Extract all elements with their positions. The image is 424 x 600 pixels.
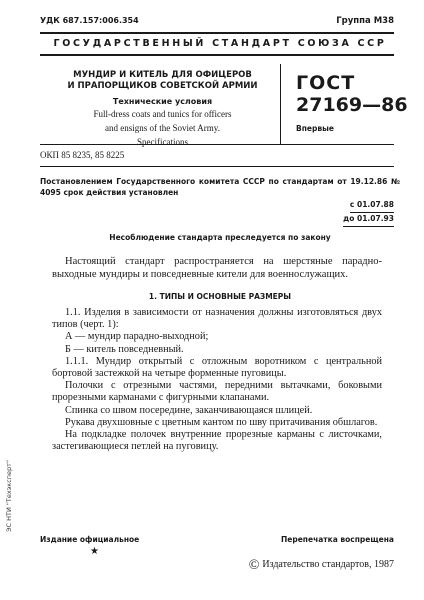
udk-code: УДК 687.157:006.354 — [40, 16, 139, 25]
paragraph-sleeves: Рукава двухшовные с цветным кантом по шву притачивания обшлагов. — [65, 416, 378, 428]
date-to: до 01.07.93 — [343, 213, 394, 227]
title-subtitle: Технические условия — [112, 97, 213, 106]
gost-divider — [280, 64, 281, 144]
section-content — [52, 307, 382, 453]
decree-text: Постановлением Государственного комитета СССР по стандартам от 19.12.86 № 4095 срок действия установлен — [40, 177, 400, 197]
copyright-text: Издательство стандартов, 1987 — [262, 559, 394, 570]
date-from: с 01.07.88 — [350, 199, 394, 213]
top-rule — [40, 32, 394, 34]
standard-title: ГОСУДАРСТВЕННЫЙ СТАНДАРТ СОЮЗА ССР — [53, 38, 387, 49]
gost-number: 27169—86 — [296, 94, 408, 116]
side-stamp: ЭС НТИ "Техэксперт" — [5, 460, 13, 532]
copyright-icon: © — [248, 558, 260, 573]
intro-paragraph — [52, 255, 382, 281]
star-mark: ★ — [90, 546, 99, 557]
validity-dates — [343, 199, 394, 227]
group-code: Группа М38 — [336, 16, 394, 26]
paragraph-lining: На подкладке полочек внутренние прорезные карманы с листочками, застегивающиеся петлей на пуговицу. — [52, 429, 382, 453]
penalty-notice: Несоблюдение стандарта преследуется по закону — [109, 233, 331, 242]
section-heading: 1. ТИПЫ И ОСНОВНЫЕ РАЗМЕРЫ — [148, 292, 292, 301]
paragraph-back: Спинка со швом посередине, заканчивающаяся шлицей. — [65, 404, 313, 416]
gost-label: ГОСТ — [296, 72, 356, 94]
official-edition: Издание официальное — [40, 535, 140, 544]
copyright-line — [249, 558, 394, 574]
title-rule — [40, 54, 394, 56]
paragraph-1-1-1: 1.1.1. Мундир открытый с отложным воротником с центральной бортовой застежкой на четыре форменные пуговицы. — [52, 355, 382, 380]
okp-codes: ОКП 85 8235, 85 8225 — [40, 150, 125, 160]
okp-rule — [40, 166, 394, 167]
type-a-item: А — мундир парадно-выходной; — [65, 331, 209, 343]
title-ru-line1: МУНДИР И КИТЕЛЬ ДЛЯ ОФИЦЕРОВ — [73, 70, 252, 80]
intro-text: Настоящий стандарт распространяется на шерстяные парадно-выходные мундиры и повседневные кители для военнослужащих. — [52, 256, 382, 280]
paragraph-front-panels: Полочки с отрезными частями, передними вытачками, боковыми прорезными карманами с фигурными клапанами. — [52, 380, 382, 404]
title-en-line3: Specifications — [137, 137, 188, 147]
gost-block — [296, 72, 408, 133]
title-en-line2: and ensigns of the Soviet Army. — [105, 123, 220, 133]
paragraph-1-1: 1.1. Изделия в зависимости от назначения должны изготовляться двух типов (черт. 1): — [52, 307, 382, 331]
document-title-block — [60, 70, 265, 148]
first-time-label: Впервые — [296, 124, 334, 133]
reprint-prohibited: Перепечатка воспрещена — [280, 535, 394, 544]
title-en-line1: Full-dress coats and tunics for officers — [93, 109, 232, 119]
type-b-item: Б — китель повседневный. — [65, 343, 184, 355]
mid-rule — [40, 144, 394, 145]
title-ru-line2: И ПРАПОРЩИКОВ СОВЕТСКОЙ АРМИИ — [67, 81, 258, 91]
